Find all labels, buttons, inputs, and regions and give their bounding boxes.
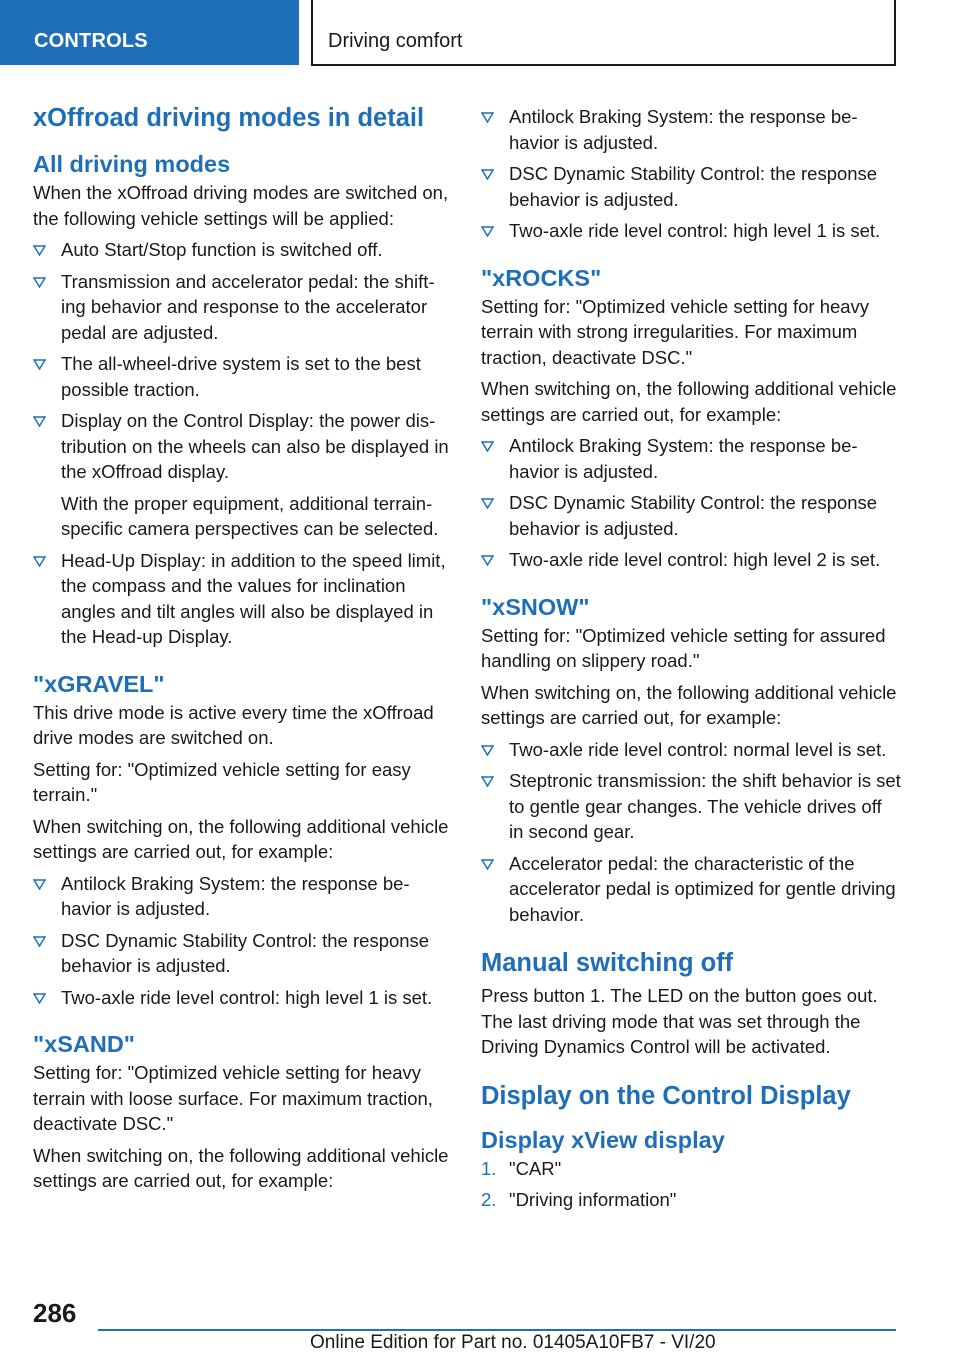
heading-xsand: "xSAND": [33, 1031, 135, 1057]
triangle-bullet-icon: [481, 555, 494, 566]
list-item: Head-Up Display: in addition to the speed limit, the compass and the values for inclination angles and tilt angles will also be displayed in the Head-up Display.: [33, 548, 453, 650]
triangle-bullet-icon: [481, 498, 494, 509]
list-item: Auto Start/Stop function is switched off.: [33, 237, 453, 263]
gravel-p2: Setting for: "Optimized vehicle setting for easy terrain.": [33, 758, 411, 805]
heading-display-xview: Display xView display: [481, 1126, 725, 1153]
triangle-bullet-icon: [33, 416, 46, 427]
triangle-bullet-icon: [33, 245, 46, 256]
all-modes-intro: When the xOffroad driving modes are switched on, the following vehicle settings will be applied:: [33, 182, 449, 229]
manual-p1: Press button 1. The LED on the button goes out. The last driving mode that was set through the Driving Dynamics Control will be activated.: [481, 985, 878, 1057]
all-modes-list: [33, 237, 453, 650]
triangle-bullet-icon: [481, 226, 494, 237]
list-item-note: With the proper equipment, additional terrain-specific camera perspectives can be selected.: [61, 492, 439, 539]
list-item: 1. "CAR": [481, 1157, 562, 1179]
list-item: Two-axle ride level control: normal level is set.: [481, 737, 901, 763]
heading-xrocks: "xROCKS": [481, 264, 602, 291]
triangle-bullet-icon: [33, 936, 46, 947]
heading-xsnow: "xSNOW": [481, 593, 590, 620]
chapter-label: Driving comfort: [328, 30, 463, 52]
left-column: [33, 100, 453, 1200]
rocks-p1: Setting for: "Optimized vehicle setting for heavy terrain with strong irregularities. For maximum traction, deactivate DSC.": [481, 295, 870, 368]
list-item: DSC Dynamic Stability Control: the response behavior is adjusted.: [481, 161, 901, 212]
footer-edition: Online Edition for Part no. 01405A10FB7 - VI/20: [310, 1332, 716, 1353]
rocks-list: [481, 433, 901, 573]
right-column: [481, 104, 901, 1219]
list-item: Antilock Braking System: the response behavior is adjusted.: [481, 433, 901, 484]
triangle-bullet-icon: [33, 277, 46, 288]
heading-all-driving-modes: All driving modes: [33, 151, 231, 177]
triangle-bullet-icon: [481, 776, 494, 787]
triangle-bullet-icon: [481, 441, 494, 452]
snow-p1: Setting for: "Optimized vehicle setting for assured handling on slippery road.": [481, 624, 886, 671]
list-item: Two-axle ride level control: high level 2 is set.: [481, 547, 901, 573]
sand-p1: Setting for: "Optimized vehicle setting for heavy terrain with loose surface. For maximum traction, deactivate DSC.": [33, 1062, 433, 1134]
heading-display-control-display: Display on the Control Display: [481, 1081, 851, 1110]
rocks-p2: When switching on, the following additional vehicle settings are carried out, for example:: [481, 378, 897, 425]
list-item: Accelerator pedal: the characteristic of the accelerator pedal is optimized for gentle driving behavior.: [481, 851, 901, 928]
triangle-bullet-icon: [33, 879, 46, 890]
chapter-box: [311, 0, 896, 66]
snow-p2: When switching on, the following additional vehicle settings are carried out, for example:: [481, 681, 897, 728]
section-label: CONTROLS: [34, 30, 148, 52]
footer-divider: [98, 1329, 896, 1331]
xview-list: [481, 1156, 901, 1213]
sand-list: [481, 104, 901, 244]
triangle-bullet-icon: [481, 859, 494, 870]
page-title: xOffroad driving modes in detail: [33, 104, 425, 132]
triangle-bullet-icon: [33, 993, 46, 1004]
list-item: Steptronic transmission: the shift behavior is set to gentle gear changes. The vehicle drives off in second gear.: [481, 768, 901, 845]
heading-xgravel: "xGRAVEL": [33, 670, 165, 697]
list-item: Antilock Braking System: the response behavior is adjusted.: [33, 871, 453, 922]
sand-p2: When switching on, the following additional vehicle settings are carried out, for example:: [33, 1144, 449, 1191]
gravel-list: [33, 871, 453, 1011]
list-item: DSC Dynamic Stability Control: the response behavior is adjusted.: [481, 490, 901, 541]
triangle-bullet-icon: [33, 556, 46, 567]
list-item: Two-axle ride level control: high level 1 is set.: [481, 218, 901, 244]
page-header: [0, 0, 960, 66]
list-item: Display on the Control Display: the power distribution on the wheels can also be displayed in the xOffroad display. With the proper equipment, additional terrain-specific camera perspectives can be selected.: [33, 408, 453, 542]
list-item: DSC Dynamic Stability Control: the response behavior is adjusted.: [33, 928, 453, 979]
triangle-bullet-icon: [481, 169, 494, 180]
gravel-p1: This drive mode is active every time the xOffroad drive modes are switched on.: [33, 701, 434, 748]
list-item: Transmission and accelerator pedal: the shifting behavior and response to the accelerator pedal are adjusted.: [33, 269, 453, 346]
gravel-p3: When switching on, the following additional vehicle settings are carried out, for example:: [33, 815, 449, 862]
triangle-bullet-icon: [481, 745, 494, 756]
section-tab: [0, 0, 299, 65]
heading-manual-switching-off: Manual switching off: [481, 949, 734, 977]
list-item: Two-axle ride level control: high level 1 is set.: [33, 985, 453, 1011]
snow-list: [481, 737, 901, 928]
list-item: 2. "Driving information": [481, 1189, 677, 1210]
triangle-bullet-icon: [481, 112, 494, 123]
list-item: The all-wheel-drive system is set to the best possible traction.: [33, 351, 453, 402]
triangle-bullet-icon: [33, 359, 46, 370]
list-item: Antilock Braking System: the response behavior is adjusted.: [481, 104, 901, 155]
page-number: 286: [33, 1298, 77, 1328]
